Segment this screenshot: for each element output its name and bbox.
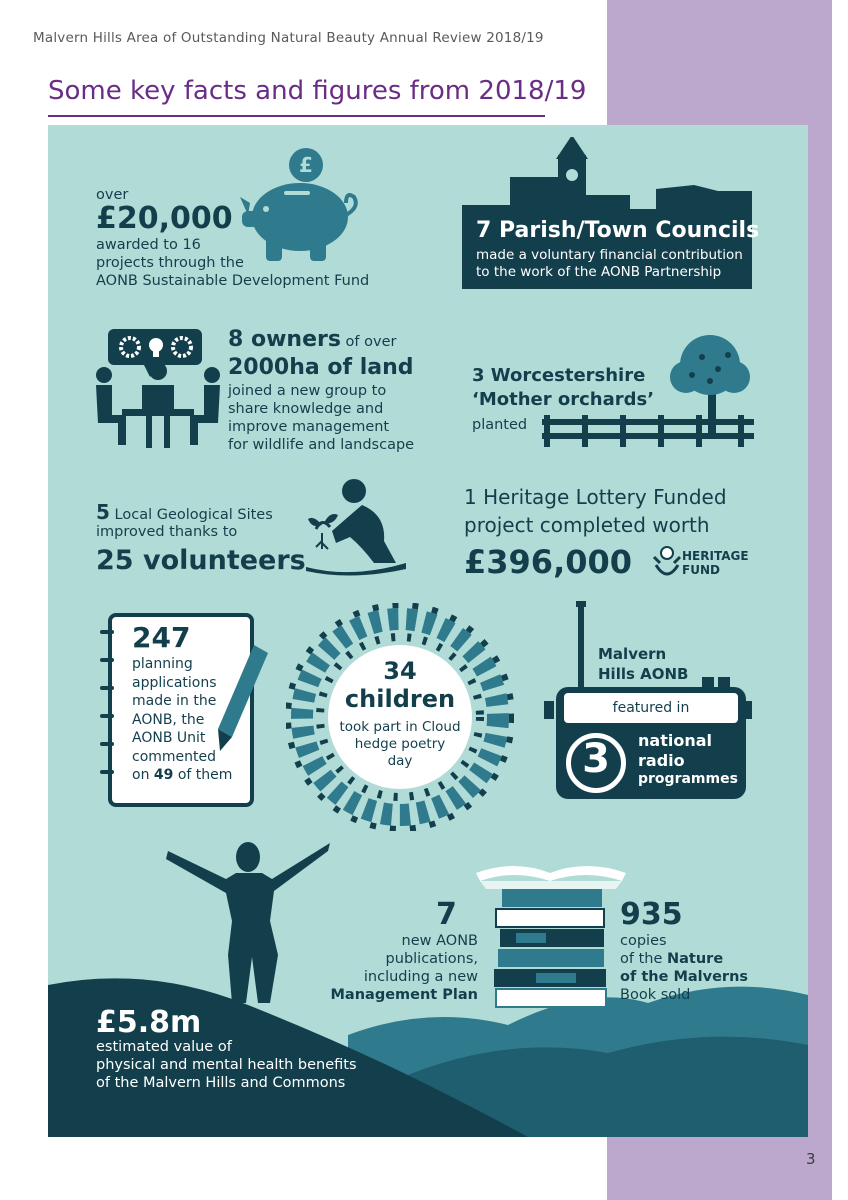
fund-desc-1: awarded to 16 xyxy=(96,237,201,253)
planning-line-2: applications xyxy=(132,674,217,691)
page-number: 3 xyxy=(806,1150,816,1168)
planning-last-pre: on xyxy=(132,767,154,783)
health-value: £5.8m xyxy=(96,1005,202,1040)
owners-desc-2: share knowledge and xyxy=(228,401,384,417)
fund-value: £20,000 xyxy=(96,201,233,236)
fund-desc-3: AONB Sustainable Development Fund xyxy=(96,273,370,289)
children-desc-1: took part in Cloud xyxy=(339,719,461,735)
owners-suffix: of over xyxy=(340,334,397,350)
planning-line-7 xyxy=(132,766,232,785)
publications-value: 7 xyxy=(436,897,457,932)
children-circle-icon xyxy=(286,603,514,831)
notebook-rings-icon xyxy=(100,630,114,790)
children-desc-3: day xyxy=(387,753,413,769)
planning-line-1: planning xyxy=(132,656,193,672)
planning-line-6: commented xyxy=(132,748,217,765)
books-desc-2 xyxy=(620,951,723,968)
svg-text:£: £ xyxy=(299,153,313,177)
publications-desc-4: Management Plan xyxy=(330,987,478,1003)
children-value: 34 xyxy=(383,657,417,685)
radio-featured: featured in xyxy=(612,700,690,716)
councils-value: 7 Parish/Town Councils xyxy=(476,218,760,243)
radio-line-1: Malvern xyxy=(598,645,667,663)
geology-volunteers: 25 volunteers xyxy=(96,545,306,576)
publications-desc-1: new AONB xyxy=(401,933,478,949)
book-stack-icon xyxy=(476,855,626,1009)
books-desc-2-bold: Nature xyxy=(667,951,724,967)
books-desc-4: Book sold xyxy=(620,987,691,1003)
geology-desc-2: improved thanks to xyxy=(96,524,238,540)
radio-line-2: Hills AONB xyxy=(598,665,689,683)
planning-last-num: 49 xyxy=(153,767,174,783)
health-desc-3: of the Malvern Hills and Commons xyxy=(96,1075,346,1091)
owners-desc-4: for wildlife and landscape xyxy=(228,437,415,453)
geology-num: 5 xyxy=(96,500,110,524)
planting-person-icon xyxy=(302,477,412,579)
notebook-rings xyxy=(100,630,114,790)
radio-desc-1: national xyxy=(638,731,712,750)
fund-desc-2: projects through the xyxy=(96,255,244,271)
owners-desc-3: improve management xyxy=(228,419,390,435)
heritage-logo-line-1: HERITAGE xyxy=(682,549,749,563)
owners-desc-1: joined a new group to xyxy=(228,383,387,399)
meeting-icon xyxy=(94,325,224,453)
heritage-line-2: project completed worth xyxy=(464,513,710,537)
councils-desc-1: made a voluntary financial contribution xyxy=(476,247,743,263)
planning-line-3: made in the xyxy=(132,693,217,709)
radio-num: 3 xyxy=(582,736,610,782)
owners-area: 2000ha of land xyxy=(228,355,414,380)
books-desc-1: copies xyxy=(620,933,667,949)
planning-line-5: AONB Unit xyxy=(132,730,206,746)
infographic-panel xyxy=(48,125,808,1137)
geology-line-1 xyxy=(96,500,273,524)
owners-count: 8 owners xyxy=(228,327,341,352)
piggy-bank-icon xyxy=(238,145,368,270)
books-desc-2-pre: of the xyxy=(620,951,667,967)
planning-line-4: AONB, the xyxy=(132,711,205,728)
health-desc-1: estimated value of xyxy=(96,1039,232,1055)
radio-desc-2: radio xyxy=(638,751,685,770)
planning-last-post: of them xyxy=(173,767,233,783)
books-desc-3: of the Malverns xyxy=(620,969,749,985)
lottery-hand-icon xyxy=(650,543,684,587)
orchards-line-2: ‘Mother orchards’ xyxy=(472,389,655,410)
heritage-line-1: 1 Heritage Lottery Funded xyxy=(464,485,727,509)
radio-desc-3: programmes xyxy=(638,771,738,787)
orchards-desc: planted xyxy=(472,417,528,433)
owners-value xyxy=(228,327,396,353)
fund-pre: over xyxy=(96,187,129,203)
publications-desc-2: publications, xyxy=(385,951,478,967)
geology-desc-1: Local Geological Sites xyxy=(109,507,273,523)
heritage-fund-logo xyxy=(650,543,754,587)
children-desc-2: hedge poetry xyxy=(354,736,446,752)
page-header: Malvern Hills Area of Outstanding Natural Beauty Annual Review 2018/19 xyxy=(33,30,544,46)
heritage-value: £396,000 xyxy=(464,543,633,581)
publications-desc-3: including a new xyxy=(363,969,478,985)
planning-value: 247 xyxy=(132,621,191,654)
planning-desc xyxy=(132,655,232,785)
title-underline xyxy=(48,115,545,117)
heritage-logo-line-2: FUND xyxy=(682,563,720,577)
councils-desc-2: to the work of the AONB Partnership xyxy=(476,264,722,280)
tree-fence-icon xyxy=(542,335,754,451)
books-value: 935 xyxy=(620,897,683,932)
children-label: children xyxy=(344,685,456,713)
health-desc-2: physical and mental health benefits xyxy=(96,1057,357,1073)
orchards-line-1: 3 Worcestershire xyxy=(472,365,646,386)
section-title: Some key facts and figures from 2018/19 xyxy=(48,76,587,106)
